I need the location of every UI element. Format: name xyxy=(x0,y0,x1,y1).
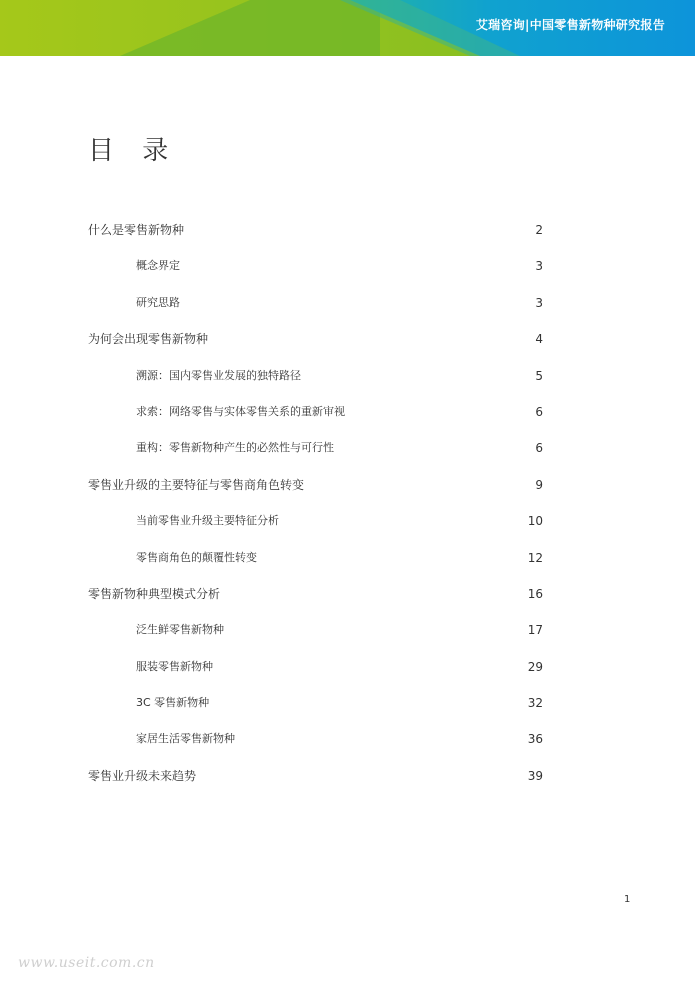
watermark: www.useit.com.cn xyxy=(18,955,155,971)
toc-entry-label: 概念界定 xyxy=(136,259,180,273)
toc-entry-page: 4 xyxy=(535,332,543,347)
page-number: 1 xyxy=(624,894,631,905)
toc-entry-label: 零售业升级的主要特征与零售商角色转变 xyxy=(88,477,305,492)
toc-entry[interactable] xyxy=(88,576,543,612)
toc-entry-label: 家居生活零售新物种 xyxy=(136,732,235,746)
toc-entry-page: 39 xyxy=(527,768,543,783)
toc-entry-label: 泛生鲜零售新物种 xyxy=(136,623,224,637)
toc-entry-page: 2 xyxy=(535,223,543,237)
toc-entry-label: 零售商角色的颠覆性转变 xyxy=(136,550,257,564)
page-title: 目 录 xyxy=(88,136,179,166)
toc-entry-label: 重构：零售新物种产生的必然性与可行性 xyxy=(136,441,334,455)
toc-subentry[interactable] xyxy=(88,685,543,721)
toc-subentry[interactable] xyxy=(88,649,543,685)
toc-entry-page: 17 xyxy=(527,623,543,638)
toc-subentry[interactable] xyxy=(88,285,543,321)
toc-entry[interactable] xyxy=(88,321,543,357)
toc-subentry[interactable] xyxy=(88,540,543,576)
toc-entry-page: 36 xyxy=(527,732,543,747)
toc-entry-label: 为何会出现零售新物种 xyxy=(88,332,209,347)
toc-subentry[interactable] xyxy=(88,358,543,394)
toc-subentry[interactable] xyxy=(88,430,543,466)
table-of-contents xyxy=(88,212,543,794)
toc-entry-label: 零售业升级未来趋势 xyxy=(88,768,197,783)
toc-entry-page: 3 xyxy=(535,259,543,274)
toc-entry-label: 当前零售业升级主要特征分析 xyxy=(136,514,279,528)
toc-entry-label: 溯源：国内零售业发展的独特路径 xyxy=(136,368,301,382)
toc-entry-label: 求索：网络零售与实体零售关系的重新审视 xyxy=(136,404,345,418)
toc-entry-label: 3C 零售新物种 xyxy=(136,696,210,710)
toc-entry[interactable] xyxy=(88,758,543,794)
toc-subentry[interactable] xyxy=(88,612,543,648)
toc-entry-page: 32 xyxy=(527,696,543,711)
toc-entry-label: 研究思路 xyxy=(136,295,180,309)
toc-subentry[interactable] xyxy=(88,394,543,430)
toc-entry-page: 29 xyxy=(527,659,543,674)
toc-entry-page: 6 xyxy=(535,404,543,419)
header-title: 艾瑞咨询|中国零售新物种研究报告 xyxy=(475,18,665,32)
toc-entry-page: 9 xyxy=(535,477,543,492)
toc-entry-label: 什么是零售新物种 xyxy=(88,223,185,237)
toc-subentry[interactable] xyxy=(88,721,543,757)
toc-entry-page: 10 xyxy=(527,514,543,529)
toc-entry-page: 12 xyxy=(527,550,543,565)
toc-entry[interactable] xyxy=(88,467,543,503)
toc-entry-label: 零售新物种典型模式分析 xyxy=(88,586,221,601)
toc-entry[interactable] xyxy=(88,212,543,248)
toc-entry-label: 服装零售新物种 xyxy=(136,659,213,673)
toc-entry-page: 3 xyxy=(535,295,543,310)
toc-subentry[interactable] xyxy=(88,503,543,539)
toc-entry-page: 16 xyxy=(527,586,543,601)
toc-entry-page: 6 xyxy=(535,441,543,456)
toc-subentry[interactable] xyxy=(88,248,543,284)
toc-entry-page: 5 xyxy=(535,368,543,383)
